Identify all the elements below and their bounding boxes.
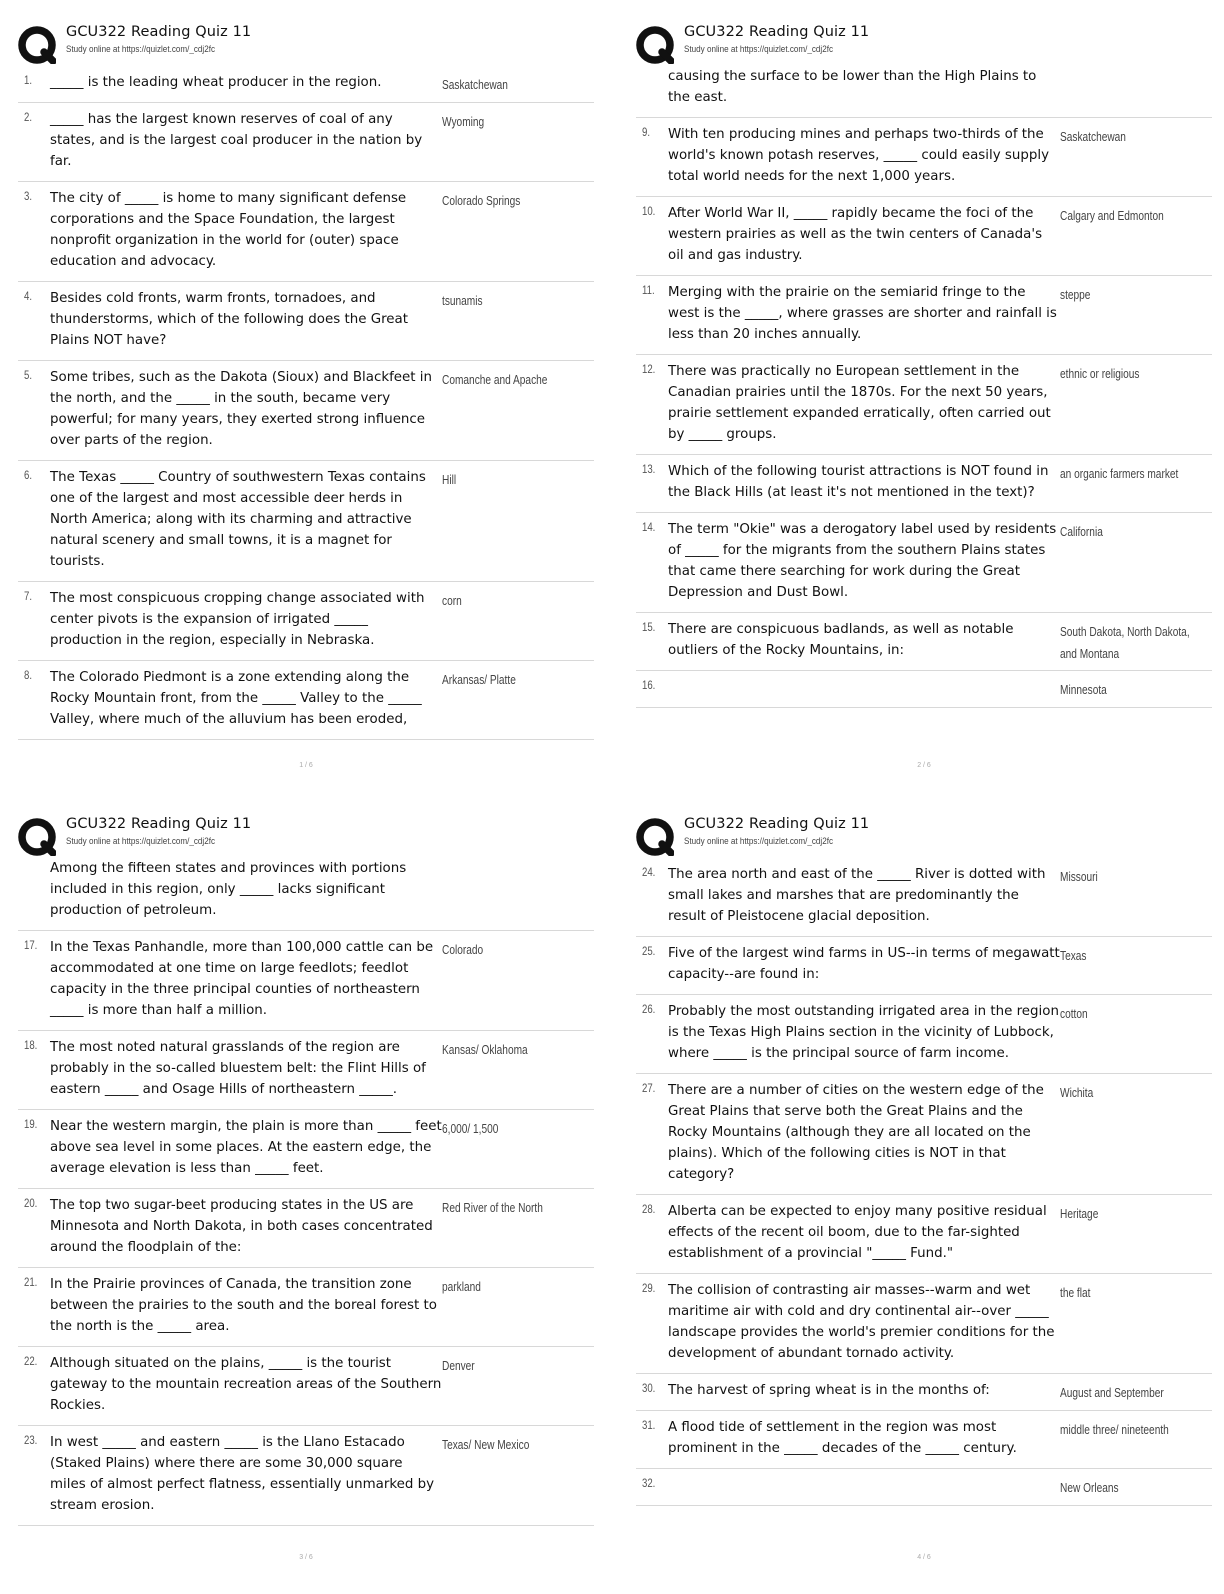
answer-text: Saskatchewan (442, 77, 508, 92)
list-item (636, 671, 1212, 708)
question-list (18, 66, 594, 740)
question-text: There was practically no European settlement in the Canadian prairies until the 1870s. For the next 50 years, prairie settlement expanded erratically, often carried out by _____ groups. (668, 364, 1051, 442)
answer-text: Colorado Springs (442, 193, 521, 208)
list-item (18, 1347, 594, 1426)
quiz-title: GCU322 Reading Quiz 11 (66, 24, 252, 40)
question-number: 4. (24, 289, 33, 303)
quiz-page (636, 814, 1224, 1594)
answer-text: August and September (1060, 1385, 1164, 1400)
answer-text: middle three/ nineteenth (1060, 1422, 1169, 1437)
question-list (636, 858, 1212, 1506)
page-header (636, 814, 1224, 858)
question-number: 28. (642, 1202, 656, 1216)
question-number: 24. (642, 865, 656, 879)
question-number: 31. (642, 1418, 656, 1432)
quiz-title: GCU322 Reading Quiz 11 (66, 816, 252, 832)
answer-text: Hill (442, 472, 457, 487)
quiz-page (636, 22, 1224, 802)
list-item (636, 513, 1212, 613)
question-text: The term "Okie" was a derogatory label used by residents of _____ for the migrants from the southern Plains states that came there searching for work during the Great Depression and Dust Bowl. (668, 522, 1057, 600)
list-item (636, 613, 1212, 671)
question-number: 16. (642, 678, 656, 692)
answer-text: tsunamis (442, 293, 483, 308)
list-item (636, 355, 1212, 455)
question-text: There are a number of cities on the western edge of the Great Plains that serve both the Great Plains and the Rocky Mountains (although they are all located on the plains). Which of the following cities is NOT in that category? (668, 1083, 1044, 1182)
list-item (18, 103, 594, 182)
study-link[interactable]: Study online at https://quizlet.com/_cdj2fc (66, 44, 216, 54)
answer-text: Arkansas/ Platte (442, 672, 516, 687)
page-number: 3 / 6 (299, 1554, 313, 1561)
question-text: _____ has the largest known reserves of coal of any states, and is the largest coal producer in the nation by far. (50, 112, 423, 169)
question-text: Some tribes, such as the Dakota (Sioux) and Blackfeet in the north, and the _____ in the south, became very powerful; for many years, they exerted strong influence over parts of the region. (50, 370, 432, 448)
question-text: The harvest of spring wheat is in the months of: (668, 1383, 990, 1398)
list-item (636, 1469, 1212, 1506)
answer-text: Calgary and Edmonton (1060, 208, 1164, 223)
question-number: 13. (642, 462, 656, 476)
question-number: 2. (24, 110, 33, 124)
question-number: 18. (24, 1038, 38, 1052)
quiz-page (18, 814, 610, 1594)
list-item (18, 582, 594, 661)
list-item-continuation (18, 858, 594, 931)
question-number: 19. (24, 1117, 38, 1131)
page-number: 2 / 6 (917, 762, 931, 769)
quizlet-logo-icon (18, 818, 56, 856)
list-item (18, 66, 594, 103)
answer-text: Minnesota (1060, 682, 1107, 697)
answer-text: cotton (1060, 1006, 1088, 1021)
list-item-continuation (636, 66, 1212, 118)
question-text: Which of the following tourist attractions is NOT found in the Black Hills (at least it's not mentioned in the text)? (668, 464, 1049, 500)
page-header (636, 22, 1224, 66)
question-number: 21. (24, 1275, 38, 1289)
list-item (636, 276, 1212, 355)
answer-text: ethnic or religious (1060, 366, 1140, 381)
question-text: The most noted natural grasslands of the region are probably in the so-called bluestem belt: the Flint Hills of eastern _____ and Osage Hills of northeastern _____. (50, 1040, 426, 1097)
list-item (636, 937, 1212, 995)
question-number: 5. (24, 368, 33, 382)
quiz-page (18, 22, 610, 802)
question-text: In the Prairie provinces of Canada, the transition zone between the prairies to the south and the boreal forest to the north is the _____ area. (50, 1277, 437, 1334)
question-list (18, 858, 594, 1526)
question-text: Among the fifteen states and provinces with portions included in this region, only _____ lacks significant production of petroleum. (50, 861, 407, 918)
question-number: 20. (24, 1196, 38, 1210)
answer-text: Texas (1060, 948, 1087, 963)
question-number: 23. (24, 1433, 38, 1447)
question-text: In the Texas Panhandle, more than 100,000 cattle can be accommodated at one time on large feedlots; feedlot capacity in the three principal counties of northeastern _____ is more than half a million. (50, 940, 434, 1018)
question-number: 27. (642, 1081, 656, 1095)
answer-text: an organic farmers market (1060, 466, 1179, 481)
list-item (636, 1274, 1212, 1374)
list-item (18, 931, 594, 1031)
answer-text: parkland (442, 1279, 481, 1294)
question-number: 14. (642, 520, 656, 534)
list-item (18, 361, 594, 461)
question-number: 8. (24, 668, 33, 682)
question-number: 32. (642, 1476, 656, 1490)
page-number: 4 / 6 (917, 1554, 931, 1561)
list-item (636, 995, 1212, 1074)
question-number: 15. (642, 620, 656, 634)
study-link[interactable]: Study online at https://quizlet.com/_cdj2fc (684, 44, 834, 54)
question-number: 3. (24, 189, 33, 203)
question-text: Near the western margin, the plain is more than _____ feet above sea level in some places. At the eastern edge, the average elevation is less than _____ feet. (50, 1119, 442, 1176)
question-text: Five of the largest wind farms in US--in terms of megawatt capacity--are found in: (668, 946, 1060, 982)
question-number: 10. (642, 204, 656, 218)
question-text: The top two sugar-beet producing states in the US are Minnesota and North Dakota, in both cases concentrated around the floodplain of the: (50, 1198, 433, 1255)
list-item (18, 1110, 594, 1189)
answer-text: California (1060, 524, 1103, 539)
answer-text: Missouri (1060, 869, 1098, 884)
list-item (18, 1268, 594, 1347)
quiz-title: GCU322 Reading Quiz 11 (684, 24, 870, 40)
list-item (636, 118, 1212, 197)
question-number: 12. (642, 362, 656, 376)
question-number: 7. (24, 589, 33, 603)
study-link[interactable]: Study online at https://quizlet.com/_cdj2fc (684, 836, 834, 846)
answer-text: Red River of the North (442, 1200, 543, 1215)
question-text: Although situated on the plains, _____ is the tourist gateway to the mountain recreation areas of the Southern Rockies. (50, 1356, 442, 1413)
question-number: 9. (642, 125, 651, 139)
list-item (636, 1074, 1212, 1195)
page-header (18, 814, 610, 858)
question-text: There are conspicuous badlands, as well as notable outliers of the Rocky Mountains, in: (668, 622, 1014, 658)
question-number: 29. (642, 1281, 656, 1295)
question-text: With ten producing mines and perhaps two-thirds of the world's known potash reserves, _____ could easily supply total world needs for the next 1,000 years. (668, 127, 1050, 184)
question-text: Probably the most outstanding irrigated area in the region is the Texas High Plains section in the vicinity of Lubbock, where _____ is the principal source of farm income. (668, 1004, 1059, 1061)
question-text: The most conspicuous cropping change associated with center pivots is the expansion of irrigated _____ production in the region, especially in Nebraska. (50, 591, 425, 648)
question-text: causing the surface to be lower than the High Plains to the east. (668, 69, 1037, 105)
question-number: 22. (24, 1354, 38, 1368)
answer-text: Denver (442, 1358, 475, 1373)
question-text: In west _____ and eastern _____ is the Llano Estacado (Staked Plains) where there are some 30,000 square miles of almost perfect flatness, essentially unmarked by stream erosion. (50, 1435, 435, 1513)
answer-text: Texas/ New Mexico (442, 1437, 530, 1452)
answer-text: Kansas/ Oklahoma (442, 1042, 528, 1057)
question-number: 30. (642, 1381, 656, 1395)
answer-text: New Orleans (1060, 1480, 1119, 1495)
question-number: 11. (642, 283, 655, 297)
answer-text: Heritage (1060, 1206, 1099, 1221)
answer-text: Saskatchewan (1060, 129, 1126, 144)
answer-text: the flat (1060, 1285, 1091, 1300)
answer-text: corn (442, 593, 462, 608)
question-text: A flood tide of settlement in the region was most prominent in the _____ decades of the _____ century. (668, 1420, 1017, 1456)
list-item (636, 1195, 1212, 1274)
quizlet-logo-icon (18, 26, 56, 64)
answer-text: Wichita (1060, 1085, 1094, 1100)
question-text: The Texas _____ Country of southwestern Texas contains one of the largest and most accessible deer herds in North America; along with its charming and attractive natural scenery and small towns, it is a magnet for tourists. (50, 470, 426, 569)
question-text: The area north and east of the _____ River is dotted with small lakes and marshes that are predominantly the result of Pleistocene glacial deposition. (668, 867, 1046, 924)
question-text (668, 1475, 1060, 1496)
answer-text: steppe (1060, 287, 1091, 302)
study-link[interactable]: Study online at https://quizlet.com/_cdj2fc (66, 836, 216, 846)
question-text: The collision of contrasting air masses--warm and wet maritime air with cold and dry continental air--over _____ landscape provides the world's premier conditions for the development of abundant tornado activity. (668, 1283, 1055, 1361)
list-item (18, 1426, 594, 1526)
list-item (18, 461, 594, 582)
question-number: 17. (24, 938, 38, 952)
question-text (668, 677, 1060, 698)
list-item (636, 858, 1212, 937)
question-number: 1. (24, 73, 33, 87)
page-number: 1 / 6 (299, 762, 313, 769)
question-text: Alberta can be expected to enjoy many positive residual effects of the recent oil boom, due to the far-sighted establishment of a provincial "_____ Fund." (668, 1204, 1047, 1261)
answer-text: Wyoming (442, 114, 485, 129)
answer-text: South Dakota, North Dakota, and Montana (1060, 624, 1190, 661)
list-item (18, 661, 594, 740)
question-text: The Colorado Piedmont is a zone extending along the Rocky Mountain front, from the _____ Valley to the _____ Valley, where much of the alluvium has been eroded, (50, 670, 422, 727)
list-item (636, 197, 1212, 276)
page-header (18, 22, 610, 66)
list-item (636, 1411, 1212, 1469)
question-number: 26. (642, 1002, 656, 1016)
list-item (636, 1374, 1212, 1411)
question-text: Merging with the prairie on the semiarid fringe to the west is the _____, where grasses are shorter and rainfall is less than 20 inches annually. (668, 285, 1057, 342)
list-item (18, 1031, 594, 1110)
list-item (18, 182, 594, 282)
question-number: 6. (24, 468, 33, 482)
question-text: The city of _____ is home to many significant defense corporations and the Space Foundation, the largest nonprofit organization in the world for (outer) space education and advocacy. (50, 191, 407, 269)
list-item (636, 455, 1212, 513)
question-list (636, 66, 1212, 708)
question-text: After World War II, _____ rapidly became the foci of the western prairies as well as the twin centers of Canada's oil and gas industry. (668, 206, 1043, 263)
answer-text: 6,000/ 1,500 (442, 1121, 499, 1136)
answer-text: Colorado (442, 942, 484, 957)
answer-text: Comanche and Apache (442, 372, 548, 387)
question-text: _____ is the leading wheat producer in the region. (50, 75, 382, 90)
quizlet-logo-icon (636, 818, 674, 856)
list-item (18, 282, 594, 361)
quiz-title: GCU322 Reading Quiz 11 (684, 816, 870, 832)
question-number: 25. (642, 944, 656, 958)
list-item (18, 1189, 594, 1268)
quizlet-logo-icon (636, 26, 674, 64)
question-text: Besides cold fronts, warm fronts, tornadoes, and thunderstorms, which of the following does the Great Plains NOT have? (50, 291, 408, 348)
